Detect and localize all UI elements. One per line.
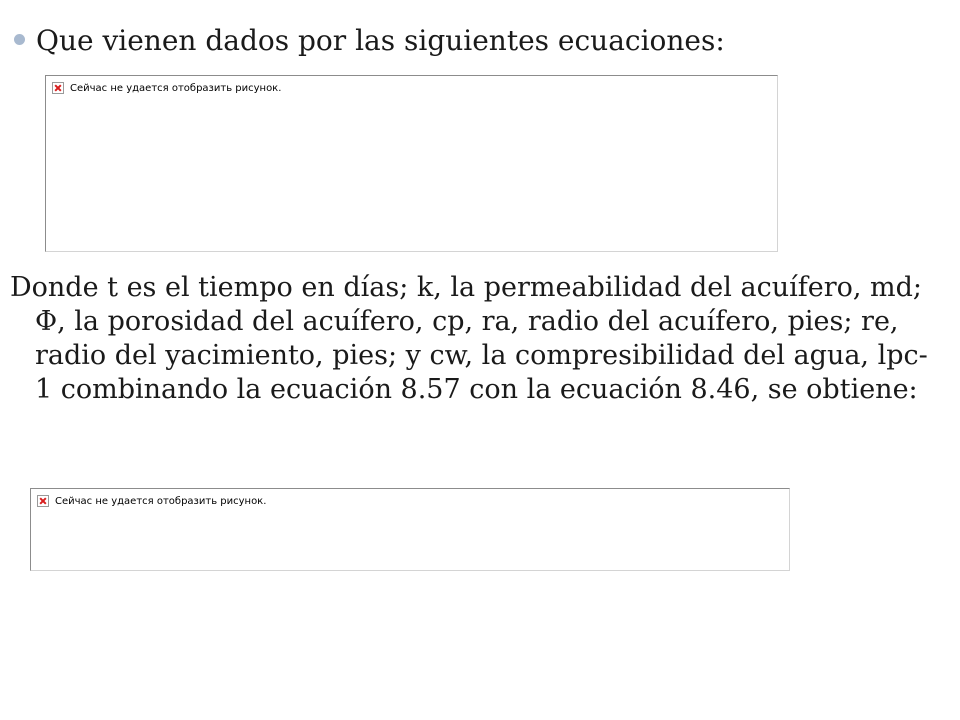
image-placeholder-message: Сейчас не удается отобразить рисунок. <box>55 495 267 507</box>
broken-image-icon <box>37 495 49 507</box>
bullet-item <box>14 20 934 62</box>
image-placeholder-1 <box>45 75 778 252</box>
broken-image-icon <box>52 82 64 94</box>
body-paragraph: Donde t es el tiempo en días; k, la permeabilidad del acuífero, md; Φ, la porosidad del acuífero, cp, ra, radio del acuífero, pies; re, radio del yacimiento, pies; y cw, la compresibilidad del agua, lpc-1 combinando la ecuación 8.57 con la ecuación 8.46, se obtiene: <box>10 272 928 405</box>
bullet-text: Que vienen dados por las siguientes ecuaciones: <box>36 24 725 57</box>
image-placeholder-2 <box>30 488 790 571</box>
image-placeholder-message: Сейчас не удается отобразить рисунок. <box>70 82 282 94</box>
bullet-dot-icon <box>14 34 25 45</box>
